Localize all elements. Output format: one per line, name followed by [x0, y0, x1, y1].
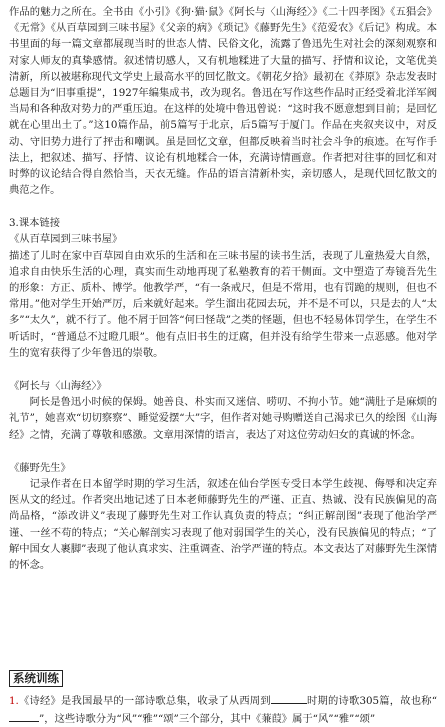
section-title: 3.课本链接	[9, 217, 61, 230]
document-page	[9, 4, 437, 727]
essay3-title: 《藤野先生》	[9, 461, 71, 474]
answer-blank[interactable]	[271, 692, 307, 704]
question-1	[9, 692, 437, 726]
training-heading: 系统训练	[9, 670, 63, 687]
essay1-text: 描述了儿时在家中百草园自由欢乐的生活和在三味书屋的读书生活，表现了儿童热爱大自然，追求自由快乐生活的心理，真实而生动地再现了私塾教育的若干侧面。文中塑造了寿镜吾先生的形象：方正、质朴、博学。他教学严，“有一条戒尺，但是不常用，也有罚跪的规则，但也不常用。”他对学生开始严厉，后来就好起来。学生溜出花园去玩，并不是不可以，只是去的人“太多”“太久”，就不行了。他不屑于回答“何曰怪哉”之类的怪题，但也不轻易体罚学生，在学生不听话时，“普通总不过瞪几眼”。他有点旧书生的迂腐，但并没有给学生带来一点恶感。他对学生的宽宥获得了少年鲁迅的崇敬。	[9, 249, 437, 359]
intro-paragraph: 作品的魅力之所在。全书由《小引》《狗·猫·鼠》《阿长与〈山海经〉》《二十四孝图》《五猖会》《无常》《从百草园到三味书屋》《父亲的病》《琐记》《藤野先生》《范爱农》《后记》构成。本书里面的每一篇文章都展现当时的世态人情、民俗文化，流露了鲁迅先生对社会的深刻观察和对家人师友的真挚感情。叙述情切感人，又有机地糅进了大量的描写、抒情和议论，文笔优美清新，所以被堪称现代文学史上最高水平的回忆散文。《朝花夕拾》最初在《莽原》杂志发表时总题目为“旧事重提”，1927年编集成书，改为现名。鲁迅在写作这些作品时正经受着北洋军阀当局和各种敌对势力的严重压迫。在这样的处境中鲁迅曾说：“这时我不愿意想到目前；是回忆就在心里出土了。”这10篇作品，前5篇写于北京，后5篇写于厦门。作品在夹叙夹议中，对反动、守旧势力进行了抨击和嘲讽。虽是回忆文章，但都反映着当时社会斗争的痕迹。在写作手法上，把叙述、描写、抒情、议论有机地糅合一体，充满诗情画意。作者把对往事的回忆和对时弊的议论结合得自然恰当，天衣无缝。作品的语言清新朴实，亲切感人，是现代回忆散文的典范之作。	[9, 6, 438, 197]
essay2-title: 《阿长与〈山海经〉》	[9, 380, 107, 393]
question-text-part2: 时期的诗歌305篇，故也称“	[306, 695, 438, 708]
essay3-text: 记录作者在日本留学时期的学习生活，叙述在仙台学医专受日本学生歧视、侮辱和决定弃医从文的经过。作者突出地记述了日本老师藤野先生的严谨、正直、热诚、没有民族偏见的高尚品格，“添改讲义”表现了藤野先生对工作认真负责的特点；“纠正解剖图”表现了他治学严谨、一丝不苟的特点；“关心解剖实习表现了他对弱国学生的关心，没有民族偏见的特点；“了解中国女人裹脚”表现了他认真求实、注重调查、治学严谨的特点。本文表达了对藤野先生深情的怀念。	[9, 478, 437, 572]
question-text-part3: ”，这些诗歌分为“风”“雅”“颂”三个部分，其中《蒹葭》属于“风”“雅”“颂”	[39, 712, 376, 725]
essay1-title: 《从百草园到三味书屋》	[9, 233, 123, 246]
answer-blank[interactable]	[9, 710, 39, 722]
question-number: 1.	[9, 695, 19, 708]
training-heading-box	[9, 667, 437, 687]
question-text-part1: 《诗经》是我国最早的一部诗歌总集，收录了从西周到	[18, 695, 271, 708]
essay2-text: 阿长是鲁迅小时候的保姆。她善良、朴实而又迷信、唠叨、不拘小节。她“满肚子是麻烦的礼节”，她喜欢“切切察察”、睡觉爱摆“大”字，但作者对她寻购赠送自己渴求已久的绘图《山海经》之情，充满了尊敬和感激。文章用深情的语言，表达了对这位劳动妇女的真诚的怀念。	[9, 396, 437, 441]
